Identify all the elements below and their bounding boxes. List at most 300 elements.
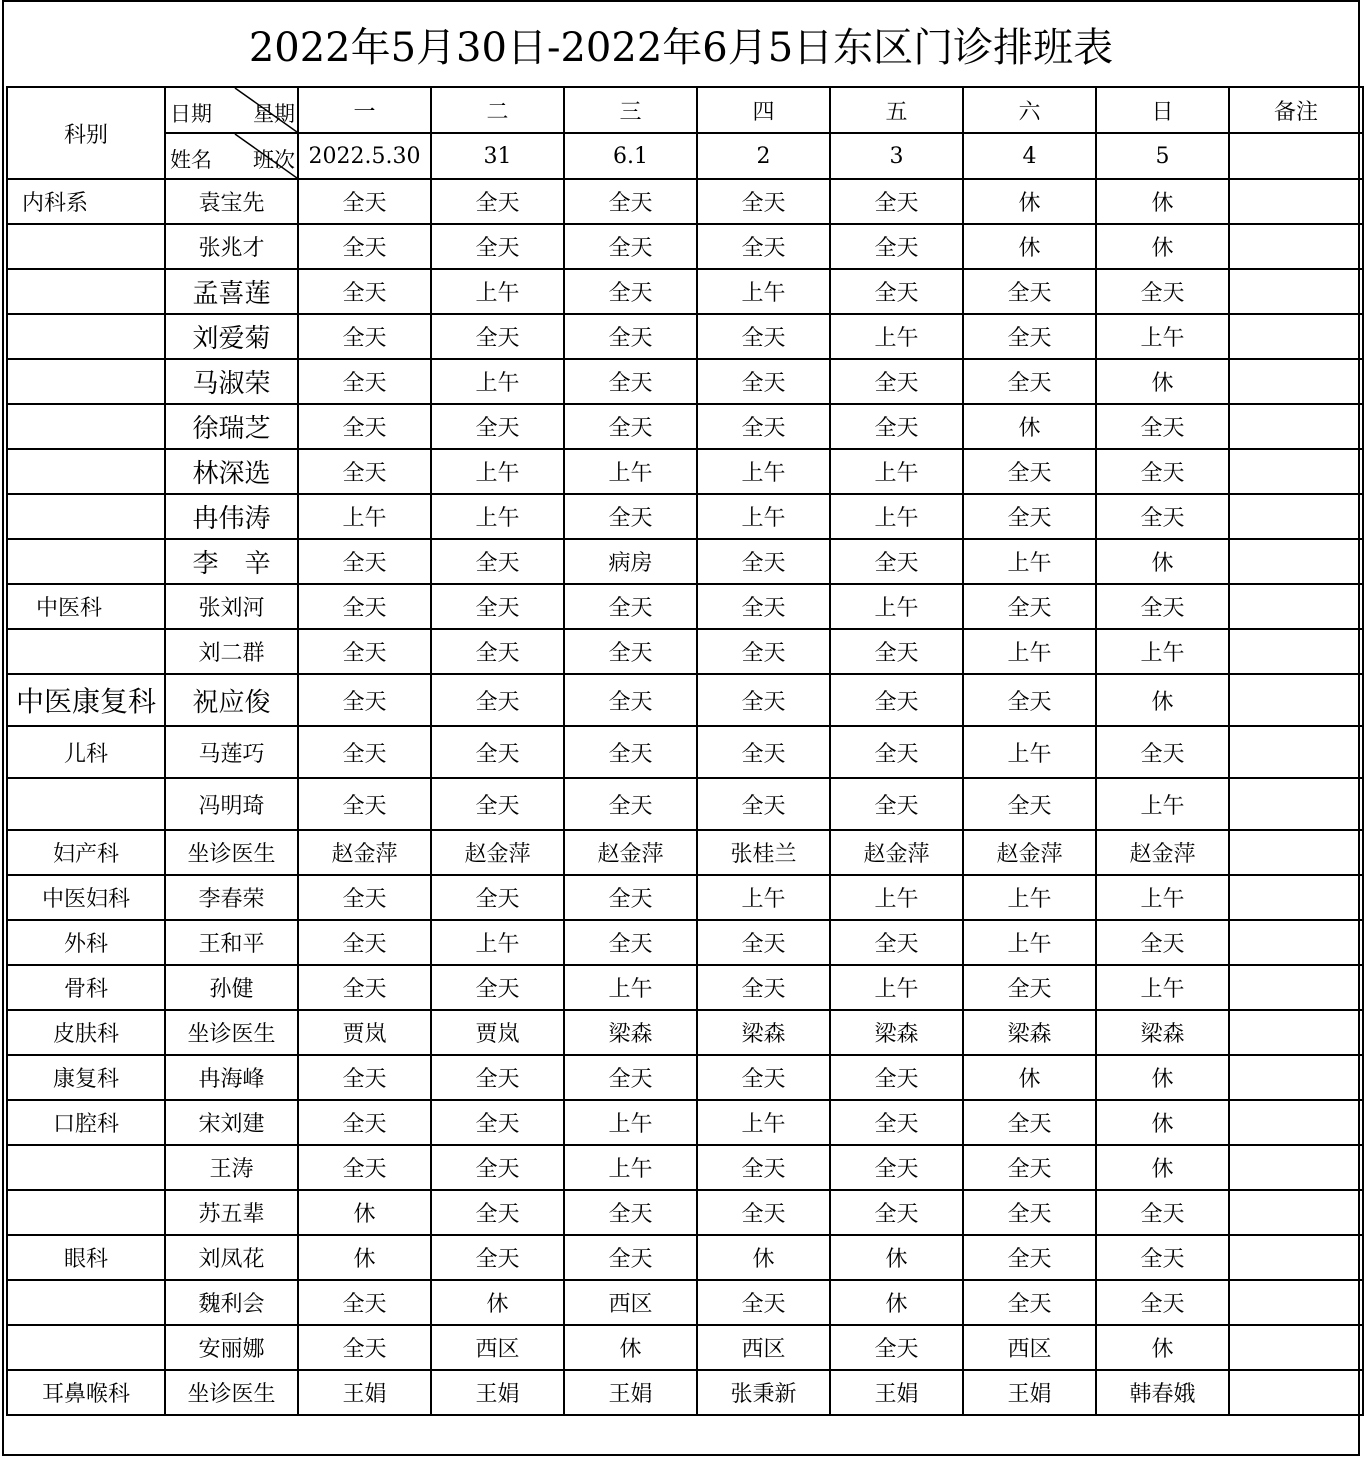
doctor-name-cell: 张刘河 [165, 584, 298, 629]
remark-cell [1229, 965, 1363, 1010]
shift-cell: 上午 [1096, 314, 1229, 359]
dept-cell: 骨科 [7, 965, 165, 1010]
shift-cell: 全天 [431, 1145, 564, 1190]
dept-cell: 口腔科 [7, 1100, 165, 1145]
shift-cell: 上午 [431, 494, 564, 539]
schedule-table [6, 86, 1364, 1416]
shift-cell: 全天 [564, 224, 697, 269]
week-label: 星期 [253, 102, 295, 126]
weekday-header: 六 [963, 87, 1096, 133]
shift-cell: 梁森 [564, 1010, 697, 1055]
dept-cell [7, 449, 165, 494]
shift-cell: 全天 [431, 629, 564, 674]
table-row [7, 830, 1363, 875]
shift-cell: 全天 [830, 1190, 963, 1235]
remark-cell [1229, 224, 1363, 269]
shift-cell: 全天 [963, 359, 1096, 404]
remark-cell [1229, 1055, 1363, 1100]
table-row [7, 920, 1363, 965]
dept-cell: 皮肤科 [7, 1010, 165, 1055]
shift-cell: 上午 [830, 875, 963, 920]
remark-cell [1229, 1235, 1363, 1280]
weekday-header: 三 [564, 87, 697, 133]
table-row [7, 778, 1363, 830]
date-header: 5 [1096, 133, 1229, 179]
shift-cell: 全天 [298, 1325, 431, 1370]
header-row-dates [7, 133, 1363, 179]
dept-cell [7, 494, 165, 539]
shift-cell: 全天 [298, 179, 431, 224]
doctor-name-cell: 宋刘建 [165, 1100, 298, 1145]
shift-cell: 全天 [830, 1325, 963, 1370]
shift-cell: 张秉新 [697, 1370, 830, 1415]
shift-cell: 王娟 [564, 1370, 697, 1415]
table-row [7, 629, 1363, 674]
shift-cell: 全天 [830, 179, 963, 224]
shift-cell: 王娟 [830, 1370, 963, 1415]
shift-cell: 全天 [298, 1055, 431, 1100]
date-header: 6.1 [564, 133, 697, 179]
shift-cell: 全天 [697, 1190, 830, 1235]
remark-cell [1229, 1010, 1363, 1055]
shift-cell: 上午 [697, 494, 830, 539]
table-row [7, 404, 1363, 449]
shift-cell: 韩春娥 [1096, 1370, 1229, 1415]
shift-cell: 全天 [963, 965, 1096, 1010]
doctor-name-cell: 徐瑞芝 [165, 404, 298, 449]
shift-cell: 全天 [564, 920, 697, 965]
shift-cell: 上午 [963, 920, 1096, 965]
shift-cell: 全天 [830, 920, 963, 965]
table-row [7, 179, 1363, 224]
shift-cell: 全天 [830, 404, 963, 449]
shift-cell: 赵金萍 [963, 830, 1096, 875]
table-row [7, 1145, 1363, 1190]
dept-cell [7, 539, 165, 584]
shift-cell: 全天 [1096, 404, 1229, 449]
remark-cell [1229, 1370, 1363, 1415]
shift-cell: 休 [1096, 539, 1229, 584]
dept-cell: 中医妇科 [7, 875, 165, 920]
name-shift-header [165, 133, 298, 179]
shift-cell: 全天 [564, 314, 697, 359]
shift-cell: 全天 [697, 179, 830, 224]
shift-cell: 全天 [830, 674, 963, 726]
shift-cell: 全天 [564, 269, 697, 314]
shift-cell: 西区 [564, 1280, 697, 1325]
table-row [7, 674, 1363, 726]
shift-cell: 王娟 [431, 1370, 564, 1415]
shift-cell: 全天 [963, 1145, 1096, 1190]
shift-cell: 全天 [963, 314, 1096, 359]
shift-cell: 全天 [1096, 726, 1229, 778]
shift-cell: 梁森 [830, 1010, 963, 1055]
shift-cell: 上午 [1096, 875, 1229, 920]
table-row [7, 726, 1363, 778]
shift-cell: 全天 [697, 1145, 830, 1190]
shift-cell: 休 [697, 1235, 830, 1280]
table-row [7, 359, 1363, 404]
dept-cell [7, 778, 165, 830]
dept-cell [7, 629, 165, 674]
shift-cell: 上午 [697, 1100, 830, 1145]
table-row [7, 224, 1363, 269]
shift-cell: 全天 [830, 1055, 963, 1100]
shift-cell: 全天 [431, 584, 564, 629]
dept-cell: 康复科 [7, 1055, 165, 1100]
shift-cell: 上午 [564, 449, 697, 494]
shift-cell: 上午 [1096, 778, 1229, 830]
shift-cell: 全天 [564, 1235, 697, 1280]
remark-cell [1229, 314, 1363, 359]
shift-cell: 全天 [431, 1055, 564, 1100]
doctor-name-cell: 刘爱菊 [165, 314, 298, 359]
shift-cell: 全天 [298, 1145, 431, 1190]
date-label: 日期 [170, 102, 212, 126]
shift-cell: 全天 [298, 359, 431, 404]
weekday-header: 二 [431, 87, 564, 133]
shift-cell: 全天 [963, 1235, 1096, 1280]
doctor-name-cell: 刘凤花 [165, 1235, 298, 1280]
remark-cell [1229, 404, 1363, 449]
shift-cell: 休 [1096, 179, 1229, 224]
shift-cell: 休 [830, 1235, 963, 1280]
dept-header: 科别 [7, 87, 165, 179]
remark-cell [1229, 133, 1363, 179]
shift-cell: 全天 [697, 629, 830, 674]
shift-cell: 全天 [431, 1235, 564, 1280]
dept-cell [7, 314, 165, 359]
shift-cell: 王娟 [963, 1370, 1096, 1415]
shift-cell: 全天 [564, 674, 697, 726]
shift-cell: 休 [1096, 224, 1229, 269]
shift-cell: 上午 [431, 920, 564, 965]
shift-cell: 全天 [431, 539, 564, 584]
shift-cell: 上午 [830, 584, 963, 629]
shift-cell: 上午 [564, 1145, 697, 1190]
shift-cell: 上午 [830, 449, 963, 494]
doctor-name-cell: 张兆才 [165, 224, 298, 269]
date-header: 4 [963, 133, 1096, 179]
remark-header: 备注 [1229, 87, 1363, 133]
shift-cell: 全天 [298, 539, 431, 584]
shift-cell: 上午 [1096, 965, 1229, 1010]
shift-cell: 全天 [431, 314, 564, 359]
shift-cell: 上午 [830, 965, 963, 1010]
shift-cell: 赵金萍 [564, 830, 697, 875]
shift-cell: 全天 [298, 584, 431, 629]
table-row [7, 1100, 1363, 1145]
shift-cell: 全天 [697, 314, 830, 359]
dept-cell [7, 404, 165, 449]
doctor-name-cell: 祝应俊 [165, 674, 298, 726]
doctor-name-cell: 坐诊医生 [165, 1370, 298, 1415]
remark-cell [1229, 830, 1363, 875]
shift-cell: 全天 [431, 965, 564, 1010]
shift-cell: 全天 [963, 269, 1096, 314]
page-title: 2022年5月30日-2022年6月5日东区门诊排班表 [248, 24, 1114, 71]
shift-cell: 全天 [697, 778, 830, 830]
shift-cell: 上午 [697, 875, 830, 920]
shift-cell: 全天 [564, 629, 697, 674]
shift-cell: 全天 [298, 778, 431, 830]
dept-cell [7, 269, 165, 314]
shift-cell: 赵金萍 [1096, 830, 1229, 875]
shift-cell: 休 [1096, 359, 1229, 404]
shift-cell: 上午 [298, 494, 431, 539]
shift-cell: 上午 [1096, 629, 1229, 674]
shift-cell: 休 [1096, 1325, 1229, 1370]
remark-cell [1229, 269, 1363, 314]
shift-cell: 上午 [431, 359, 564, 404]
doctor-name-cell: 林深选 [165, 449, 298, 494]
shift-cell: 休 [830, 1280, 963, 1325]
shift-cell: 全天 [431, 224, 564, 269]
table-row [7, 449, 1363, 494]
dept-cell [7, 359, 165, 404]
shift-cell: 全天 [830, 629, 963, 674]
remark-cell [1229, 359, 1363, 404]
shift-cell: 全天 [431, 404, 564, 449]
shift-cell: 全天 [1096, 269, 1229, 314]
shift-cell: 全天 [697, 539, 830, 584]
shift-cell: 全天 [298, 629, 431, 674]
shift-cell: 全天 [830, 1100, 963, 1145]
shift-cell: 全天 [830, 269, 963, 314]
shift-cell: 上午 [697, 269, 830, 314]
dept-cell [7, 1145, 165, 1190]
table-row [7, 269, 1363, 314]
weekday-header: 四 [697, 87, 830, 133]
shift-cell: 全天 [298, 449, 431, 494]
shift-cell: 全天 [564, 875, 697, 920]
shift-cell: 全天 [963, 1280, 1096, 1325]
shift-cell: 全天 [963, 778, 1096, 830]
shift-cell: 全天 [963, 449, 1096, 494]
shift-cell: 全天 [564, 1055, 697, 1100]
shift-cell: 全天 [697, 404, 830, 449]
remark-cell [1229, 629, 1363, 674]
weekday-header: 五 [830, 87, 963, 133]
shift-cell: 全天 [298, 674, 431, 726]
shift-cell: 全天 [431, 1100, 564, 1145]
shift-cell: 休 [963, 1055, 1096, 1100]
shift-cell: 全天 [298, 224, 431, 269]
shift-cell: 全天 [298, 269, 431, 314]
table-row [7, 1235, 1363, 1280]
shift-cell: 全天 [963, 494, 1096, 539]
shift-cell: 贾岚 [431, 1010, 564, 1055]
doctor-name-cell: 坐诊医生 [165, 1010, 298, 1055]
date-header: 3 [830, 133, 963, 179]
shift-cell: 上午 [564, 965, 697, 1010]
shift-cell: 赵金萍 [431, 830, 564, 875]
shift-cell: 西区 [431, 1325, 564, 1370]
dept-cell: 中医科 [7, 584, 165, 629]
shift-cell: 全天 [1096, 584, 1229, 629]
shift-cell: 梁森 [1096, 1010, 1229, 1055]
shift-cell: 休 [1096, 1100, 1229, 1145]
shift-cell: 全天 [830, 224, 963, 269]
dept-cell [7, 1190, 165, 1235]
table-row [7, 584, 1363, 629]
shift-cell: 休 [963, 179, 1096, 224]
remark-cell [1229, 726, 1363, 778]
weekday-header: 一 [298, 87, 431, 133]
remark-cell [1229, 1280, 1363, 1325]
shift-cell: 全天 [298, 1100, 431, 1145]
dept-cell: 儿科 [7, 726, 165, 778]
shift-cell: 西区 [697, 1325, 830, 1370]
table-row [7, 1010, 1363, 1055]
shift-cell: 全天 [431, 726, 564, 778]
table-row [7, 539, 1363, 584]
date-week-header [165, 87, 298, 133]
shift-cell: 全天 [830, 539, 963, 584]
shift-cell: 上午 [830, 314, 963, 359]
doctor-name-cell: 孙健 [165, 965, 298, 1010]
shift-cell: 上午 [431, 269, 564, 314]
table-row [7, 875, 1363, 920]
shift-cell: 全天 [298, 965, 431, 1010]
shift-cell: 贾岚 [298, 1010, 431, 1055]
doctor-name-cell: 李春荣 [165, 875, 298, 920]
table-row [7, 1370, 1363, 1415]
shift-cell: 全天 [431, 179, 564, 224]
date-header: 31 [431, 133, 564, 179]
shift-cell: 全天 [298, 726, 431, 778]
shift-cell: 全天 [564, 726, 697, 778]
dept-cell: 眼科 [7, 1235, 165, 1280]
dept-cell [7, 224, 165, 269]
shift-cell: 休 [1096, 1145, 1229, 1190]
shift-label: 班次 [253, 148, 295, 172]
shift-cell: 全天 [298, 875, 431, 920]
shift-cell: 西区 [963, 1325, 1096, 1370]
shift-cell: 休 [963, 224, 1096, 269]
shift-cell: 休 [564, 1325, 697, 1370]
dept-cell [7, 1280, 165, 1325]
shift-cell: 上午 [963, 875, 1096, 920]
shift-cell: 全天 [830, 778, 963, 830]
table-row [7, 1055, 1363, 1100]
dept-cell: 内科系 [7, 179, 165, 224]
shift-cell: 全天 [298, 404, 431, 449]
shift-cell: 全天 [830, 1145, 963, 1190]
shift-cell: 全天 [431, 875, 564, 920]
shift-cell: 上午 [963, 629, 1096, 674]
shift-cell: 全天 [1096, 1235, 1229, 1280]
dept-cell: 耳鼻喉科 [7, 1370, 165, 1415]
remark-cell [1229, 539, 1363, 584]
doctor-name-cell: 刘二群 [165, 629, 298, 674]
shift-cell: 王娟 [298, 1370, 431, 1415]
shift-cell: 休 [1096, 674, 1229, 726]
doctor-name-cell: 孟喜莲 [165, 269, 298, 314]
remark-cell [1229, 1325, 1363, 1370]
shift-cell: 全天 [963, 1190, 1096, 1235]
doctor-name-cell: 苏五辈 [165, 1190, 298, 1235]
doctor-name-cell: 袁宝先 [165, 179, 298, 224]
shift-cell: 全天 [431, 674, 564, 726]
shift-cell: 全天 [963, 584, 1096, 629]
remark-cell [1229, 1100, 1363, 1145]
shift-cell: 休 [963, 404, 1096, 449]
shift-cell: 全天 [431, 778, 564, 830]
doctor-name-cell: 王涛 [165, 1145, 298, 1190]
shift-cell: 休 [298, 1235, 431, 1280]
header-row-weekdays [7, 87, 1363, 133]
shift-cell: 全天 [697, 674, 830, 726]
weekday-header: 日 [1096, 87, 1229, 133]
shift-cell: 全天 [1096, 1280, 1229, 1325]
shift-cell: 梁森 [963, 1010, 1096, 1055]
shift-cell: 全天 [963, 1100, 1096, 1145]
shift-cell: 全天 [564, 778, 697, 830]
dept-cell: 妇产科 [7, 830, 165, 875]
dept-cell [7, 1325, 165, 1370]
doctor-name-cell: 冉伟涛 [165, 494, 298, 539]
doctor-name-cell: 王和平 [165, 920, 298, 965]
shift-cell: 全天 [298, 314, 431, 359]
shift-cell: 全天 [963, 674, 1096, 726]
shift-cell: 全天 [1096, 494, 1229, 539]
shift-cell: 上午 [564, 1100, 697, 1145]
shift-cell: 全天 [564, 584, 697, 629]
remark-cell [1229, 875, 1363, 920]
remark-cell [1229, 584, 1363, 629]
shift-cell: 全天 [298, 920, 431, 965]
shift-cell: 休 [431, 1280, 564, 1325]
shift-cell: 全天 [298, 1280, 431, 1325]
schedule-sheet [2, 0, 1360, 1456]
remark-cell [1229, 778, 1363, 830]
table-row [7, 1280, 1363, 1325]
remark-cell [1229, 179, 1363, 224]
shift-cell: 病房 [564, 539, 697, 584]
table-row [7, 1190, 1363, 1235]
shift-cell: 全天 [564, 179, 697, 224]
shift-cell: 休 [1096, 1055, 1229, 1100]
remark-cell [1229, 1190, 1363, 1235]
shift-cell: 赵金萍 [298, 830, 431, 875]
shift-cell: 全天 [431, 1190, 564, 1235]
table-row [7, 314, 1363, 359]
shift-cell: 上午 [431, 449, 564, 494]
remark-cell [1229, 1145, 1363, 1190]
doctor-name-cell: 安丽娜 [165, 1325, 298, 1370]
shift-cell: 全天 [697, 224, 830, 269]
shift-cell: 全天 [564, 1190, 697, 1235]
shift-cell: 全天 [830, 359, 963, 404]
dept-cell: 中医康复科 [7, 674, 165, 726]
shift-cell: 全天 [697, 584, 830, 629]
remark-cell [1229, 920, 1363, 965]
shift-cell: 全天 [564, 404, 697, 449]
shift-cell: 上午 [963, 539, 1096, 584]
shift-cell: 梁森 [697, 1010, 830, 1055]
doctor-name-cell: 魏利会 [165, 1280, 298, 1325]
shift-cell: 全天 [1096, 1190, 1229, 1235]
shift-cell: 全天 [564, 359, 697, 404]
doctor-name-cell: 李 辛 [165, 539, 298, 584]
remark-cell [1229, 674, 1363, 726]
shift-cell: 全天 [697, 1280, 830, 1325]
table-row [7, 494, 1363, 539]
doctor-name-cell: 马莲巧 [165, 726, 298, 778]
doctor-name-cell: 冉海峰 [165, 1055, 298, 1100]
remark-cell [1229, 449, 1363, 494]
